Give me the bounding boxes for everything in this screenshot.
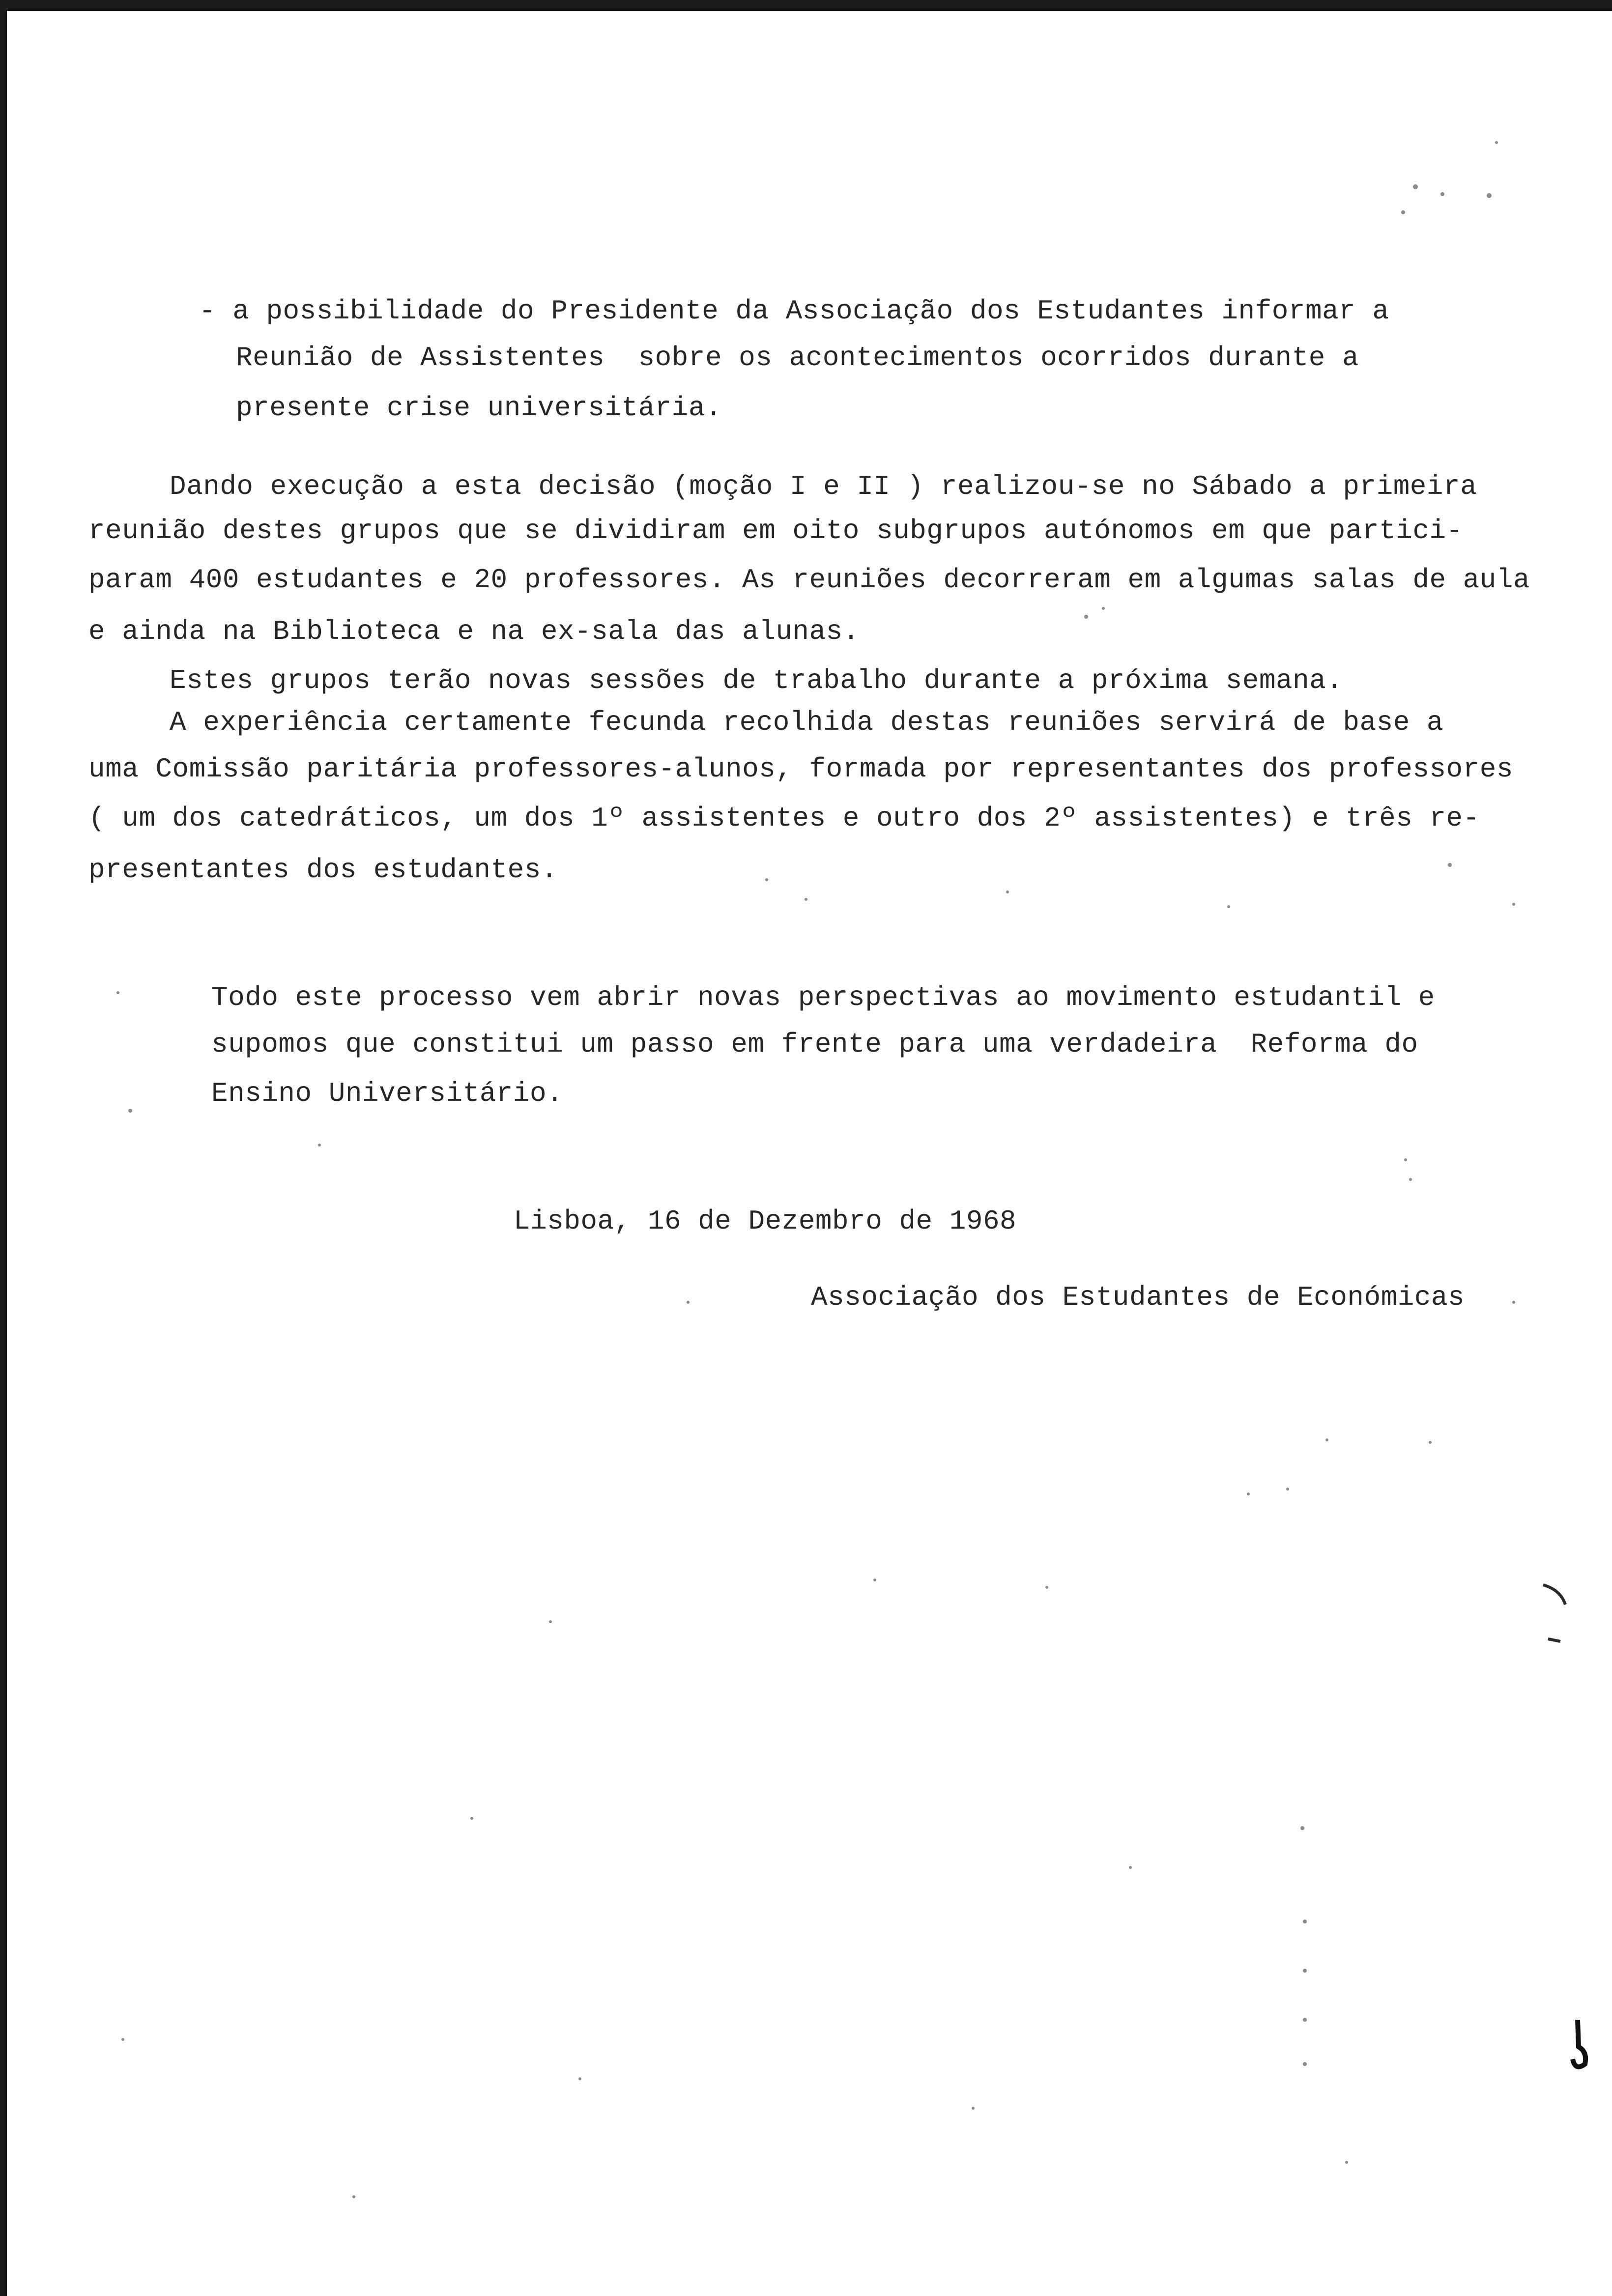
paragraph1-line-8: ( um dos catedráticos, um dos 1º assistentes e outro dos 2º assistentes) e três re- [88, 803, 1480, 834]
date-line: Lisboa, 16 de Dezembro de 1968 [514, 1205, 1017, 1237]
paragraph2-line-1: Todo este processo vem abrir novas perspectivas ao movimento estudantil e [211, 982, 1435, 1013]
paragraph1-line-6: A experiência certamente fecunda recolhida destas reuniões servirá de base a [170, 707, 1444, 738]
paragraph1-line-3: param 400 estudantes e 20 professores. As reuniões decorreram em algumas salas de aula [88, 564, 1530, 596]
signature: Associação dos Estudantes de Económicas [811, 1282, 1465, 1313]
paragraph2-line-3: Ensino Universitário. [211, 1078, 564, 1109]
paragraph1-line-1: Dando execução a esta decisão (moção I e II ) realizou-se no Sábado a primeira [170, 471, 1477, 502]
paragraph1-line-2: reunião destes grupos que se dividiram em oito subgrupos autónomos em que partici- [88, 515, 1463, 546]
paragraph1-line-7: uma Comissão paritária professores-alunos, formada por representantes dos professores [88, 753, 1513, 785]
paragraph1-line-9: presentantes dos estudantes. [88, 854, 558, 886]
paragraph1-line-4: e ainda na Biblioteca e na ex-sala das alunas. [88, 616, 860, 647]
bullet-line-1: - a possibilidade do Presidente da Associação dos Estudantes informar a [199, 295, 1389, 327]
paragraph2-line-2: supomos que constitui um passo em frente para uma verdadeira Reforma do [211, 1029, 1418, 1060]
bullet-line-3: presente crise universitária. [236, 392, 722, 424]
bullet-line-2: Reunião de Assistentes sobre os acontecimentos ocorridos durante a [236, 342, 1359, 373]
paragraph1-line-5: Estes grupos terão novas sessões de trabalho durante a próxima semana. [170, 665, 1343, 696]
